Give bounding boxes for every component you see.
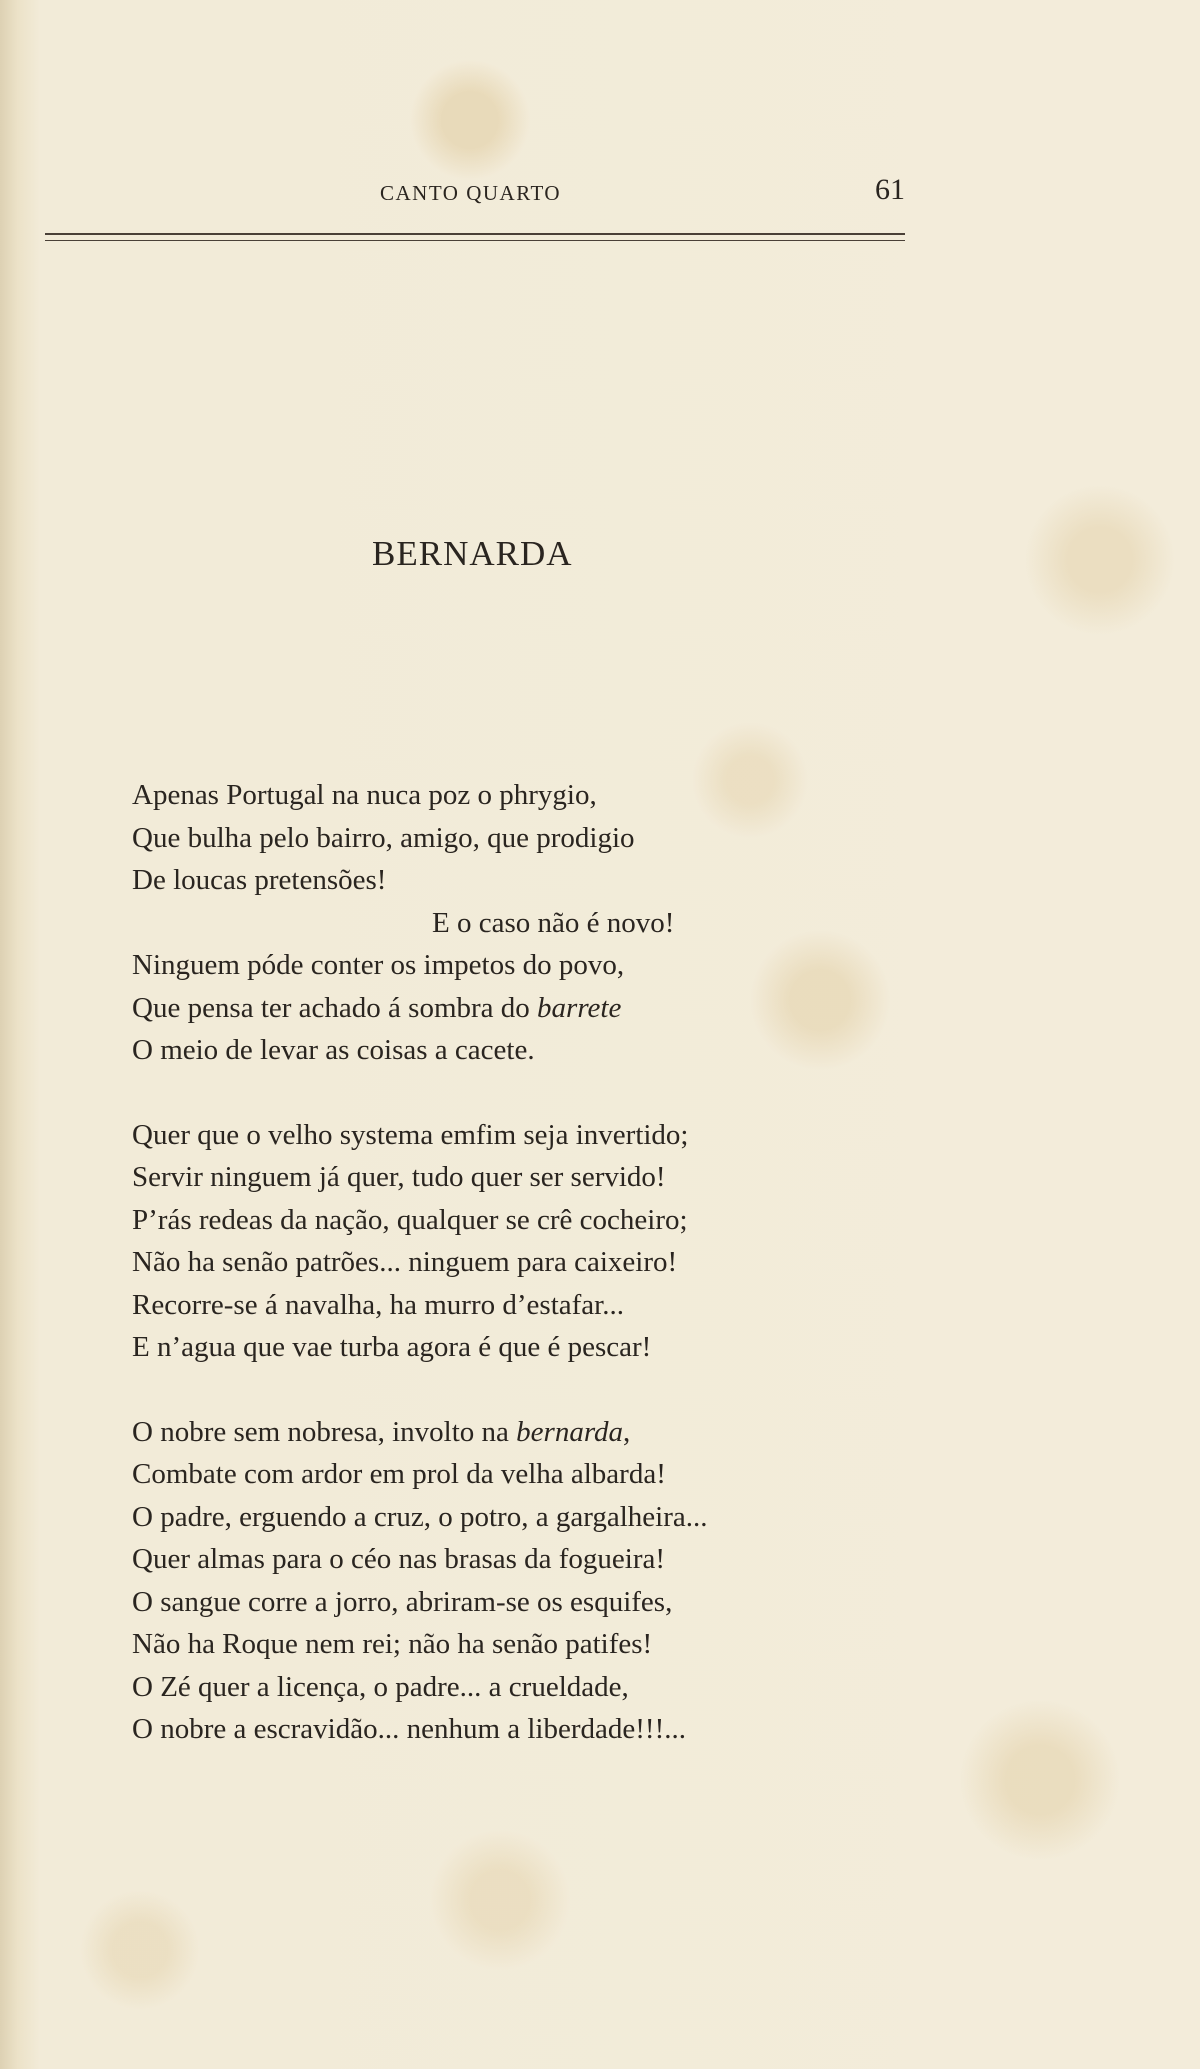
italic-word: bernarda bbox=[516, 1415, 624, 1448]
poem-line bbox=[132, 1666, 892, 1709]
line-text: E o caso não é novo! bbox=[432, 906, 675, 939]
line-text: O nobre a escravidão... nenhum a liberdade!!!... bbox=[132, 1713, 686, 1745]
line-text: P’rás redeas da nação, qualquer se crê cocheiro; bbox=[132, 1203, 688, 1236]
line-text: O nobre sem nobresa, involto na bbox=[132, 1415, 517, 1448]
page-number: 61 bbox=[875, 173, 905, 206]
running-title: CANTO QUARTO bbox=[380, 181, 562, 205]
line-text: Quer almas para o céo nas brasas da fogueira! bbox=[132, 1543, 666, 1575]
poem-line bbox=[132, 1029, 892, 1072]
poem-line bbox=[132, 987, 892, 1030]
poem-line bbox=[132, 1114, 892, 1157]
line-text: De loucas pretensões! bbox=[132, 864, 387, 896]
line-text: Ninguem póde conter os impetos do povo, bbox=[132, 949, 625, 981]
stanza-1 bbox=[132, 774, 892, 1072]
poem-line bbox=[132, 859, 892, 902]
line-text: Que pensa ter achado á sombra do bbox=[132, 991, 538, 1024]
stanza-3 bbox=[132, 1411, 892, 1751]
header-rule-bottom bbox=[45, 240, 905, 241]
running-head bbox=[45, 173, 905, 213]
line-text: O padre, erguendo a cruz, o potro, a gargalheira... bbox=[132, 1500, 708, 1533]
stanza-gap bbox=[132, 1369, 892, 1411]
poem-line bbox=[132, 1623, 892, 1666]
line-text: Recorre-se á navalha, ha murro d’estafar... bbox=[132, 1288, 624, 1321]
poem-line bbox=[132, 1496, 892, 1539]
poem-line bbox=[132, 1538, 892, 1581]
line-text: Apenas Portugal na nuca poz o phrygio, bbox=[132, 779, 597, 811]
header-rule-top bbox=[45, 233, 905, 235]
poem-line bbox=[132, 774, 892, 817]
line-text: O Zé quer a licença, o padre... a crueldade, bbox=[132, 1670, 629, 1703]
line-text: Combate com ardor em prol da velha albarda! bbox=[132, 1458, 666, 1490]
line-text: Quer que o velho systema emfim seja invertido; bbox=[132, 1118, 689, 1151]
line-text: O sangue corre a jorro, abriram-se os esquifes, bbox=[132, 1585, 673, 1618]
poem-line bbox=[132, 1284, 892, 1327]
poem-line-indented bbox=[132, 902, 892, 945]
line-text: O meio de levar as coisas a cacete. bbox=[132, 1034, 535, 1066]
poem-line bbox=[132, 1156, 892, 1199]
poem-line bbox=[132, 1581, 892, 1624]
poem-line bbox=[132, 1411, 892, 1454]
poem-body bbox=[132, 774, 892, 1751]
poem-line bbox=[132, 944, 892, 987]
line-text: Que bulha pelo bairro, amigo, que prodigio bbox=[132, 821, 635, 854]
poem-line bbox=[132, 1453, 892, 1496]
line-text: Não ha senão patrões... ninguem para caixeiro! bbox=[132, 1246, 678, 1278]
poem-title: BERNARDA bbox=[372, 534, 573, 573]
poem-line bbox=[132, 1708, 892, 1751]
poem-line bbox=[132, 817, 892, 860]
poem-line bbox=[132, 1326, 892, 1369]
italic-word: barrete bbox=[537, 991, 622, 1024]
poem-line bbox=[132, 1199, 892, 1242]
poem-line bbox=[132, 1241, 892, 1284]
stanza-gap bbox=[132, 1072, 892, 1114]
line-text: , bbox=[623, 1415, 631, 1448]
line-text: Servir ninguem já quer, tudo quer ser servido! bbox=[132, 1161, 666, 1193]
line-text: Não ha Roque nem rei; não ha senão patifes! bbox=[132, 1628, 653, 1660]
stanza-2 bbox=[132, 1114, 892, 1369]
line-text: E n’agua que vae turba agora é que é pescar! bbox=[132, 1331, 652, 1363]
